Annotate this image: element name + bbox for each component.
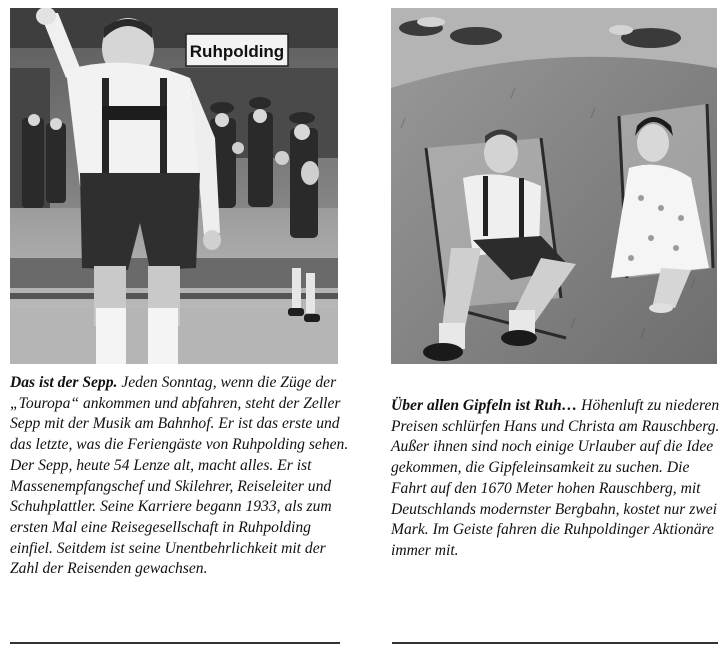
caption-sepp-body: Jeden Sonntag, wenn die Züge der „Touropa“ ankommen und abfahren, steht der Zeller Sepp mit der Musik am Bahnhof. Er ist das erste und das letzte, was die Feriengäste von Ruhpolding sehen. Der Sepp, heute 54 Lenze alt, macht alles. Er ist Massenempfangschef und Skilehrer, Reiseleiter und Schuhplattler. Seine Karriere begann 1933, als zum ersten Mal eine Reisegesellschaft in Ruhpolding einfiel. Seitdem ist seine Unentbehrlichkeit mit der Zahl der Reisenden gewachsen. bbox=[10, 374, 349, 578]
photo-hans-and-christa bbox=[391, 8, 717, 364]
photo-deckchairs-graphic bbox=[391, 8, 717, 364]
caption-sepp bbox=[10, 373, 350, 580]
bottom-rule-left bbox=[10, 642, 340, 644]
station-sign-text: Ruhpolding bbox=[189, 42, 285, 61]
photo-sepp-at-station bbox=[10, 8, 338, 364]
photo-sepp-graphic bbox=[10, 8, 338, 364]
bottom-rule-right bbox=[392, 642, 718, 644]
caption-rauschberg-lead: Über allen Gipfeln ist Ruh… bbox=[391, 397, 578, 414]
caption-rauschberg-body: Höhenluft zu niederen Preisen schlürfen Hans und Christa am Rauschberg. Außer ihnen sind noch einige Urlauber auf die Idee gekommen, die Gipfeleinsamkeit zu suchen. Die Fahrt auf den 1670 Meter hohen Rauschberg, mit Deutschlands modernster Bergbahn, kostet nur zwei Mark. Im Geiste fahren die Ruhpoldinger Aktionäre immer mit. bbox=[391, 397, 720, 559]
caption-rauschberg bbox=[391, 396, 721, 562]
caption-sepp-lead: Das ist der Sepp. bbox=[10, 374, 118, 391]
